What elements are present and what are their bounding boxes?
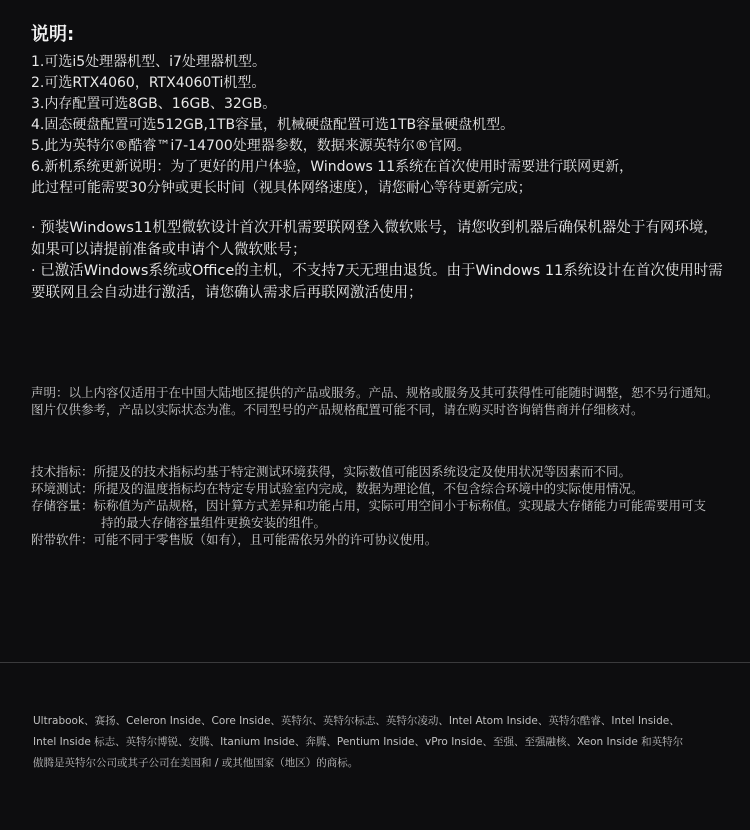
spec-item: 3.内存配置可选8GB、16GB、32GB。	[31, 96, 277, 112]
term-storage-line1: 存储容量：标称值为产品规格，因计算方式差异和功能占用，实际可用空间小于标称值。实现最大存储能力可能需要用可支	[31, 498, 707, 513]
term-environment: 环境测试：所提及的温度指标均在特定专用试验室内完成，数据为理论值，不包含综合环境中的实际使用情况。	[31, 481, 644, 496]
spec-item: 1.可选i5处理器机型、i7处理器机型。	[31, 54, 266, 70]
trademark-line: 傲腾是英特尔公司或其子公司在美国和 / 或其他国家（地区）的商标。	[33, 757, 359, 769]
disclaimer-text: 声明：以上内容仅适用于在中国大陆地区提供的产品或服务。产品、规格或服务及其可获得性可能随时调整，恕不另行通知。图片仅供参考，产品以实际状态为准。不同型号的产品规格配置可能不同，请在购买时咨询销售商并仔细核对。	[31, 385, 719, 417]
section-title: 说明:	[31, 24, 75, 45]
divider	[0, 662, 750, 663]
term-software: 附带软件：可能不同于零售版（如有），且可能需依另外的许可协议使用。	[31, 532, 438, 547]
term-storage	[31, 497, 721, 531]
trademark-line: Ultrabook、赛扬、Celeron Inside、Core Inside、英特尔、英特尔标志、英特尔凌动、Intel Atom Inside、英特尔酷睿、Intel Inside、	[33, 715, 680, 727]
note-item: · 已激活Windows系统或Office的主机，不支持7天无理由退货。由于Windows 11系统设计在首次使用时需要联网且会自动进行激活，请您确认需求后再联网激活使用；	[31, 263, 723, 301]
term-tech: 技术指标：所提及的技术指标均基于特定测试环境获得，实际数值可能因系统设定及使用状况等因素而不同。	[31, 464, 632, 479]
note-item: · 预装Windows11机型微软设计首次开机需要联网登入微软账号，请您收到机器后确保机器处于有网环境，如果可以请提前准备或申请个人微软账号；	[31, 220, 718, 258]
trademark-notice	[33, 711, 723, 774]
terms-list	[31, 463, 721, 548]
term-storage-line2: 持的最大存储容量组件更换安装的组件。	[101, 515, 327, 530]
trademark-line: Intel Inside 标志、英特尔博锐、安腾、Itanium Inside、奔腾、Pentium Inside、vPro Inside、至强、至强融核、Xeon Inside 和英特尔	[33, 736, 684, 748]
spec-item: 此过程可能需要30分钟或更长时间（视具体网络速度），请您耐心等待更新完成；	[31, 180, 532, 196]
spec-item: 5.此为英特尔®酷睿™i7-14700处理器参数，数据来源英特尔®官网。	[31, 138, 471, 154]
windows-notes	[31, 218, 731, 304]
spec-list	[31, 52, 731, 199]
spec-item: 4.固态硬盘配置可选512GB,1TB容量，机械硬盘配置可选1TB容量硬盘机型。	[31, 117, 515, 133]
spec-item: 6.新机系统更新说明：为了更好的用户体验，Windows 11系统在首次使用时需要进行联网更新，	[31, 159, 634, 175]
spec-item: 2.可选RTX4060，RTX4060Ti机型。	[31, 75, 266, 91]
